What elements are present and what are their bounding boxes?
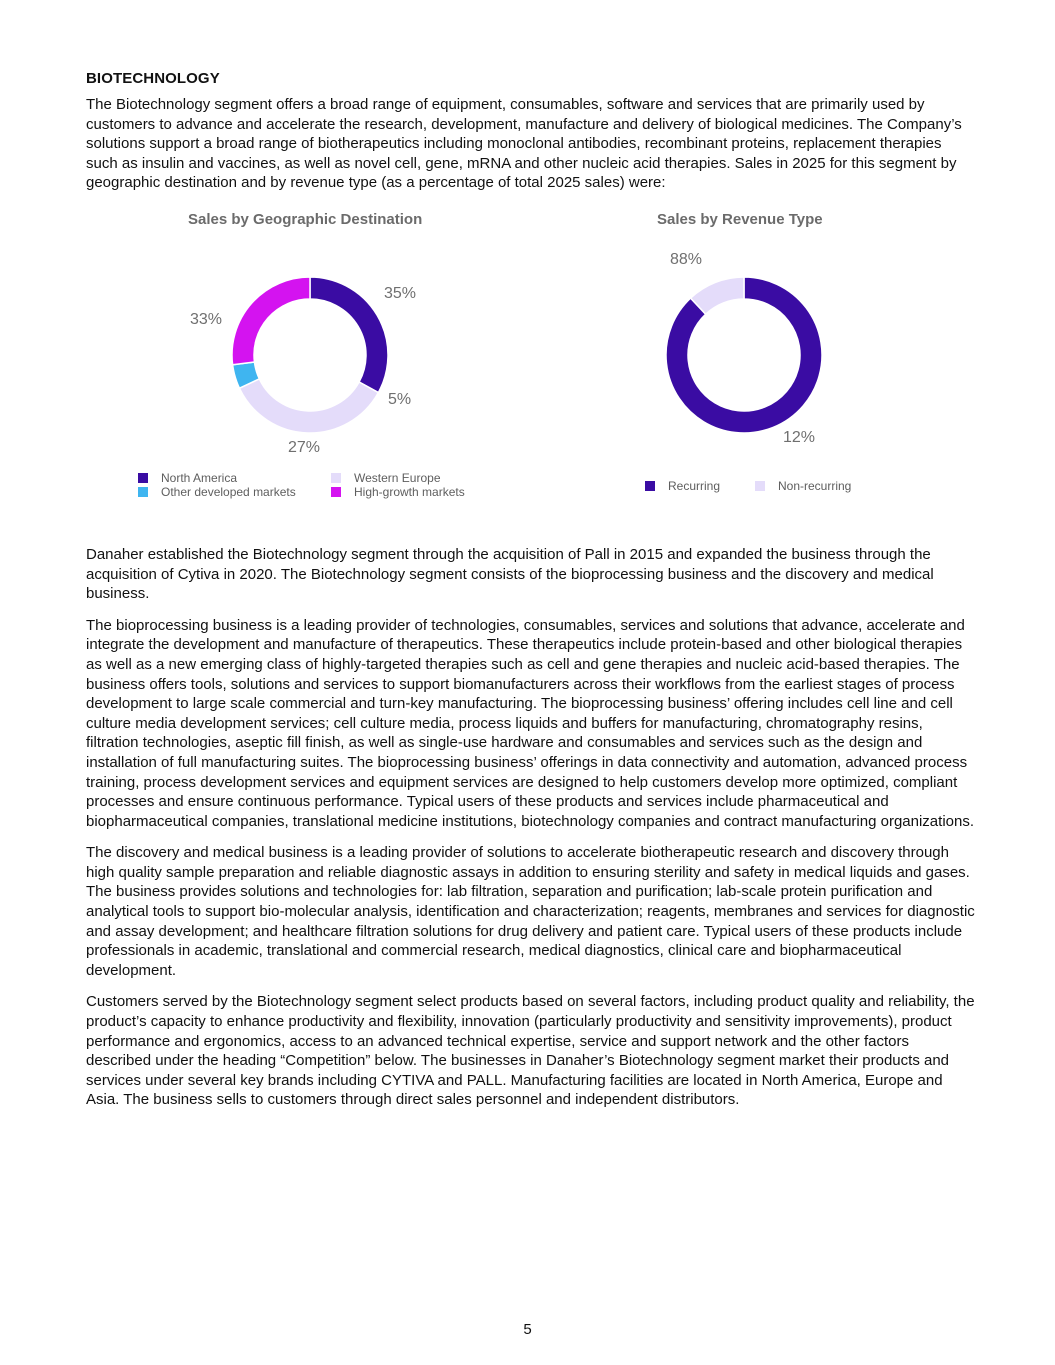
legend-item-other-developed: Other developed markets: [138, 485, 296, 499]
geo-slice-north-america: [310, 277, 388, 393]
rev-label-non-recurring: 12%: [783, 428, 816, 446]
geo-chart-title: Sales by Geographic Destination: [188, 210, 423, 228]
legend-swatch: [645, 481, 655, 491]
geo-label-other-developed: 5%: [388, 390, 412, 408]
body-paragraph-1: Danaher established the Biotechnology segment through the acquisition of Pall in 2015 and expanded the business through the acquisition of Cytiva in 2020. The Biotechnology segment consists of the bioprocessing business and the discovery and medical business.: [86, 545, 934, 603]
page-number: 5: [523, 1321, 532, 1338]
geo-donut-chart: [230, 275, 390, 435]
legend-swatch: [138, 487, 148, 497]
intro-paragraph: The Biotechnology segment offers a broad range of equipment, consumables, software and services that are primarily used by customers to advance and accelerate the research, development, manufacture and delivery of biological medicines. The Company’s solutions support a broad range of biotherapeutics including monoclonal antibodies, recombinant proteins, replacement therapies such as insulin and vaccines, as well as novel cell, gene, mRNA and other nucleic acid therapies. Sales in 2025 for this segment by geographic destination and by revenue type (as a percentage of total 2025 sales) were:: [86, 96, 962, 192]
legend-swatch: [331, 487, 341, 497]
section-heading: BIOTECHNOLOGY: [86, 70, 220, 87]
legend-swatch: [331, 473, 341, 483]
geo-slice-western-europe: [239, 379, 378, 433]
geo-label-high-growth: 27%: [288, 438, 321, 456]
revenue-legend: [645, 479, 905, 495]
body-paragraph-2: The bioprocessing business is a leading provider of technologies, consumables, services and solutions that advance, accelerate and integrate the development and manufacture of therapeutics. These therapeutics include protein-based and other biological therapies as well as a new emerging class of highly-targeted therapies such as cell and gene therapies and nucleic acid-based therapies. The business offers tools, solutions and services to support biomanufacturers across their workflows from the earliest stages of process development to large scale commercial and turn-key manufacturing. The bioprocessing business’ offering includes cell line and cell culture media development services; cell culture media, process liquids and buffers for manufacturing, chromatography resins, filtration technologies, aseptic fill finish, as well as single-use hardware and consumables and services such as the design and installation of full manufacturing suites. The bioprocessing business’ offerings in data connectivity and automation, advanced process training, process development services and equipment services are designed to help customers develop more optimized, compliant processes and ensure continuous performance. Typical users of these products and services include pharmaceutical and biopharmaceutical companies, translational medicine institutions, biotechnology companies and contract manufacturing organizations.: [86, 616, 975, 830]
legend-item-western-europe: Western Europe: [331, 471, 441, 485]
legend-item-north-america: North America: [138, 471, 237, 485]
body-paragraph-4: Customers served by the Biotechnology segment select products based on several factors, including product quality and reliability, the product’s capacity to enhance productivity and flexibility, innovation (particularly productivity and sensitivity improvements), product performance and ergonomics, access to an advanced technical expertise, service and support network and the other factors described under the heading “Competition” below. The businesses in Danaher’s Biotechnology segment market their products and services under several key brands including CYTIVA and PALL. Manufacturing facilities are located in North America, Europe and Asia. The business sells to customers through direct sales personnel and independent distributors.: [86, 993, 975, 1109]
document-page: [86, 70, 976, 1122]
charts-area: [86, 207, 976, 545]
geo-label-north-america: 33%: [190, 310, 223, 328]
legend-item-non-recurring: Non-recurring: [755, 479, 851, 493]
body-paragraph-3: The discovery and medical business is a leading provider of solutions to accelerate biotherapeutic research and discovery through high quality sample preparation and reliable diagnostic assays in addition to ensuring sterility and safety in medical liquids and gases. The business provides solutions and technologies for: lab filtration, separation and purification; lab-scale protein purification and analytical tools to support bio-molecular analysis, identification and characterization; reagents, membranes and services for diagnostic and assay development; and healthcare filtration solutions for drug delivery and patient care. Typical users of these products include professionals in academic, translational and commercial research, medical diagnostics, clinical care and biopharmaceutical development.: [86, 844, 975, 979]
revenue-donut-chart: [664, 275, 824, 435]
rev-label-recurring: 88%: [670, 250, 703, 268]
legend-swatch: [138, 473, 148, 483]
geo-label-western-europe: 35%: [384, 284, 417, 302]
geo-legend: [138, 471, 498, 503]
legend-item-recurring: Recurring: [645, 479, 720, 493]
legend-swatch: [755, 481, 765, 491]
geo-slice-high-growth-markets: [232, 277, 310, 365]
revenue-chart-title: Sales by Revenue Type: [657, 210, 823, 228]
legend-item-high-growth: High-growth markets: [331, 485, 465, 499]
revenue-slice-recurring: [666, 277, 822, 433]
